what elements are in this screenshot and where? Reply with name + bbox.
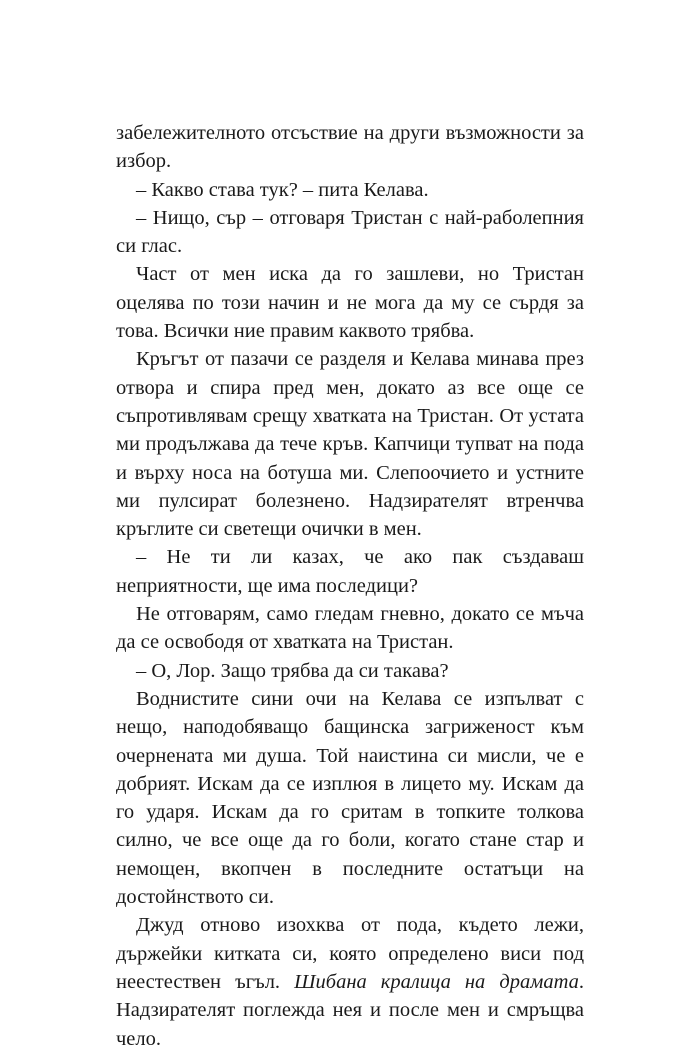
- paragraph-narration-4: Воднистите сини очи на Келава се изпълват с нещо, наподобяващо бащинска загриженост към очернената ми душа. Той наистина си мисли, че е добрият. Искам да се изплюя в лицето му. Искам да го ударя. Искам да го сритам в топките толкова силно, че все още да го боли, когато стане стар и немощен, вкопчен в последните остатъци на достойнството си.: [116, 687, 584, 909]
- paragraph-narration-2: Кръгът от пазачи се разделя и Келава минава през отвора и спира пред мен, докато аз все още се съпротивлявам срещу хватката на Тристан. От устата ми продължава да тече кръв. Капчици тупват на пода и върху носа на ботуша ми. Слепоочието и устните ми пулсират болезнено. Надзирателят втренчва кръглите си светещи очички в мен.: [116, 348, 584, 541]
- paragraph-text-before: Джуд отново изохква от пода, където лежи, държейки китката си, която определено виси под неестествен ъгъл.: [116, 914, 584, 993]
- dialogue-tristan-reply: – Нищо, сър – отговаря Тристан с най-раболепния си глас.: [116, 206, 584, 258]
- dialogue-kelava-question: – Какво става тук? – пита Келава.: [136, 178, 429, 201]
- paragraph-narration-1: Част от мен иска да го зашлеви, но Тристан оцелява по този начин и не мога да му се сърдя за това. Всички ние правим каквото трябва.: [116, 263, 584, 343]
- paragraph-continuation: забележителното отсъствие на други възможности за избор.: [116, 122, 584, 173]
- paragraph-narration-5: [116, 911, 584, 1052]
- paragraph-text-after: . Надзирателят поглежда нея и после мен и смръщва чело.: [116, 970, 584, 1050]
- dialogue-kelava-lor: – О, Лор. Защо трябва да си такава?: [136, 659, 449, 682]
- dialogue-kelava-warning: – Не ти ли казах, че ако пак създаваш неприятности, ще има последици?: [116, 546, 584, 597]
- paragraph-narration-3: Не отговарям, само гледам гневно, докато се мъча да се освободя от хватката на Тристан.: [116, 603, 584, 654]
- italic-phrase: Шибана кралица на драмата: [294, 970, 579, 993]
- book-page: [116, 119, 584, 1053]
